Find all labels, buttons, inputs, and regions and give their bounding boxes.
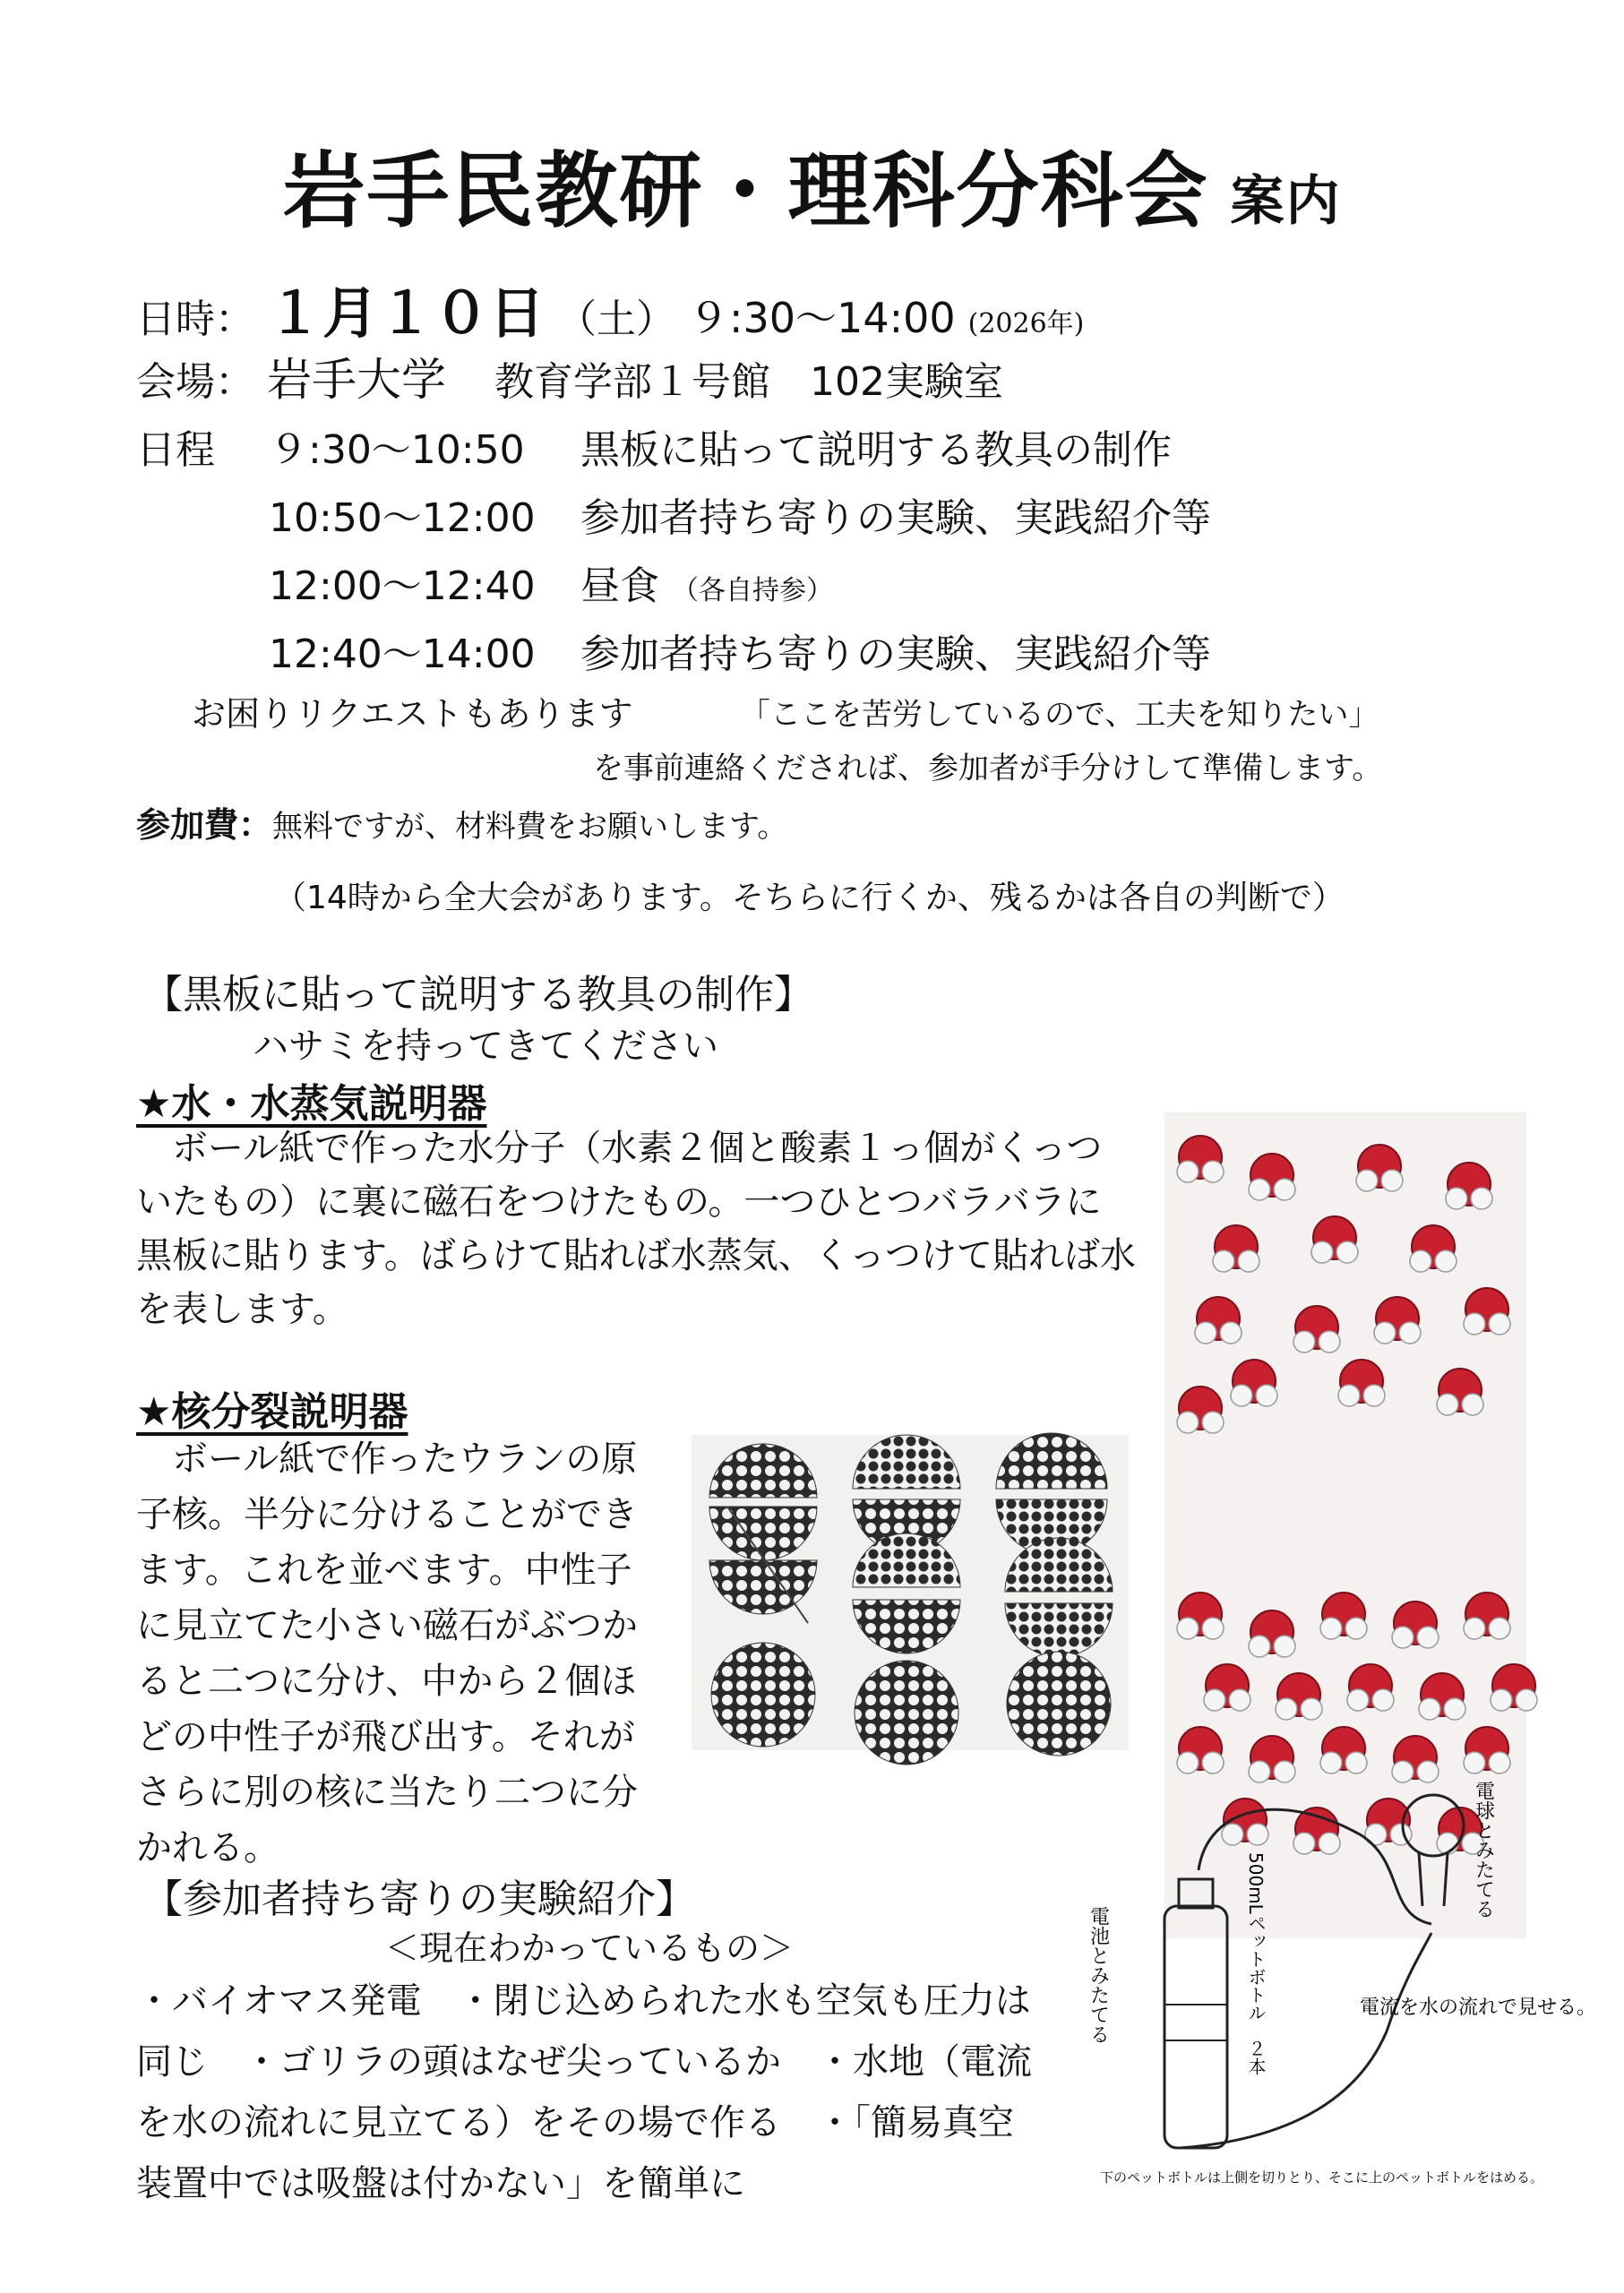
venue-label: 会場： — [136, 359, 254, 405]
schedule-activity-2: 参加者持ち寄りの実験、実践紹介等 — [580, 495, 1211, 541]
water-molecule — [1464, 1288, 1510, 1335]
water-molecule — [1437, 1369, 1483, 1415]
water-molecule — [1464, 1593, 1510, 1639]
request-quote: 「ここを苦労しているので、工夫を知りたい」 — [740, 697, 1379, 733]
event-date: １月１０日 — [267, 280, 546, 346]
bulb-neck — [1419, 1852, 1448, 1906]
fee-label: 参加費： — [136, 805, 273, 845]
experiments-list: ・バイオマス発電 ・閉じ込められた水も空気も圧力は同じ ・ゴリラの頭はなぜ尖っているか ・水地（電流を水の流れに見立てる）をその場で作る ・「簡易真空装置中では吸盤は付かない」を簡単に — [136, 1980, 1032, 2204]
water-molecule — [1392, 1602, 1439, 1648]
page-title — [0, 125, 1624, 244]
request-detail: を事前連絡くだされば、参加者が手分けして準備します。 — [593, 751, 1383, 786]
water-molecule — [1356, 1145, 1403, 1191]
schedule-time-3: 12:00〜12:40 — [269, 563, 536, 609]
water-molecule — [1374, 1297, 1421, 1344]
water-molecule — [1249, 1154, 1295, 1200]
schedule-activity-4: 参加者持ち寄りの実験、実践紹介等 — [580, 631, 1211, 677]
request-label: お困りリクエストもあります — [192, 694, 633, 734]
nucleus-hemisphere — [709, 1507, 817, 1560]
title-suffix: 案内 — [1230, 170, 1342, 233]
schedule-time-1: ９:30〜10:50 — [269, 427, 525, 473]
nucleus-hemisphere — [853, 1533, 960, 1587]
water-molecule — [1311, 1216, 1358, 1263]
water-molecule — [1213, 1225, 1259, 1272]
water-molecule — [1231, 1360, 1277, 1406]
water-molecule — [1276, 1673, 1322, 1720]
water-molecule — [1177, 1593, 1224, 1639]
schedule-activity-3 — [580, 554, 833, 611]
bottle-shape — [1164, 1906, 1227, 2148]
bulb-shape — [1403, 1795, 1464, 1856]
circuit-sketch — [1064, 1772, 1597, 2193]
section-heading-tools: 【黒板に貼って説明する教具の制作】 — [143, 972, 813, 1018]
circuit-sketch-drawing — [1064, 1772, 1597, 2193]
fee-row — [136, 797, 787, 846]
sketch-label-bottom: 下のペットボトルは上側を切りとり、そこに上のペットボトルをはめる。 — [1100, 2169, 1544, 2186]
bottle-cap — [1179, 1879, 1213, 1908]
water-molecule — [1419, 1673, 1465, 1720]
water-molecule — [1177, 1136, 1224, 1182]
water-molecule — [1249, 1610, 1295, 1657]
water-molecule — [1338, 1360, 1385, 1406]
schedule-activity-1: 黒板に貼って説明する教具の制作 — [580, 427, 1172, 473]
water-molecule — [1446, 1163, 1492, 1209]
sketch-label-bottle: 500mLペットボトル ２本 — [1245, 1852, 1267, 2075]
event-year: (2026年) — [967, 308, 1085, 339]
venue-place: 岩手大学 — [267, 354, 446, 406]
venue-building: 教育学部１号館 102実験室 — [494, 359, 1003, 405]
water-molecule — [1464, 1727, 1510, 1773]
datetime-row — [136, 269, 1084, 348]
nucleus-sphere — [1007, 1652, 1111, 1756]
section-sub-scissors: ハサミを持ってきてください — [253, 1026, 718, 1067]
sketch-label-battery: 電池とみたてる — [1087, 1906, 1110, 2044]
schedule-time-4: 12:40〜14:00 — [269, 631, 536, 677]
water-molecule — [1204, 1664, 1250, 1711]
water-molecule — [1320, 1727, 1367, 1773]
water-molecule — [1195, 1297, 1242, 1344]
nucleus-drawing — [692, 1435, 1129, 1750]
venue-row — [136, 344, 1003, 408]
nucleus-hemisphere — [709, 1444, 817, 1498]
schedule-label: 日程 — [136, 427, 215, 473]
fee-text: 無料ですが、材料費をお願いします。 — [272, 809, 788, 845]
water-molecule — [1410, 1225, 1456, 1272]
nucleus-photo — [692, 1435, 1129, 1750]
schedule-time-2: 10:50〜12:00 — [269, 495, 536, 541]
section-heading-experiments: 【参加者持ち寄りの実験紹介】 — [143, 1876, 695, 1922]
schedule-activity-3-note: （各自持参） — [672, 575, 833, 606]
nucleus-sphere — [711, 1643, 815, 1747]
water-molecule — [1320, 1593, 1367, 1639]
nucleus-hemisphere — [853, 1435, 960, 1489]
fission-heading: ★核分裂説明器 — [136, 1389, 408, 1435]
nucleus-hemisphere — [996, 1433, 1107, 1489]
water-molecule — [1491, 1664, 1537, 1711]
datetime-label: 日時： — [136, 296, 254, 342]
water-molecule — [1177, 1727, 1224, 1773]
sketch-label-flow: 電流を水の流れで見せる。 — [1360, 1997, 1597, 2019]
sketch-label-bulb: 電球とみたてる — [1472, 1781, 1495, 1919]
event-time: ９:30〜14:00 — [688, 294, 956, 342]
nucleus-hemisphere — [853, 1600, 960, 1653]
fission-body: ボール紙で作ったウランの原子核。半分に分けることができます。これを並べます。中性子に見立てた小さい磁石がぶつかると二つに分け、中から２個ほどの中性子が飛び出す。それがさらに別の核に当たり二つに分かれる。 — [136, 1438, 638, 1868]
water-molecule — [1293, 1306, 1340, 1353]
schedule-activity-3-label: 昼食 — [580, 563, 659, 609]
nucleus-hemisphere — [709, 1560, 817, 1614]
nucleus-hemisphere — [1005, 1603, 1113, 1657]
water-heading: ★水・水蒸気説明器 — [136, 1081, 487, 1127]
event-dow: （土） — [557, 296, 676, 342]
water-molecule — [1177, 1387, 1224, 1433]
water-body: ボール紙で作った水分子（水素２個と酸素１っ個がくっついたもの）に裏に磁石をつけたもの。一つひとつバラバラに黒板に貼ります。ばらけて貼れば水蒸気、くっつけて貼れば水を表します。 — [136, 1128, 1136, 1330]
title-main: 岩手民教研・理科分科会 — [282, 143, 1209, 239]
tube-line — [1199, 1809, 1431, 1924]
water-molecule — [1347, 1664, 1394, 1711]
general-assembly-note: （14時から全大会があります。そちらに行くか、残るかは各自の判断で） — [274, 880, 1345, 916]
section-sub-known: ＜現在わかっているもの＞ — [385, 1928, 795, 1968]
nucleus-sphere — [855, 1661, 958, 1765]
